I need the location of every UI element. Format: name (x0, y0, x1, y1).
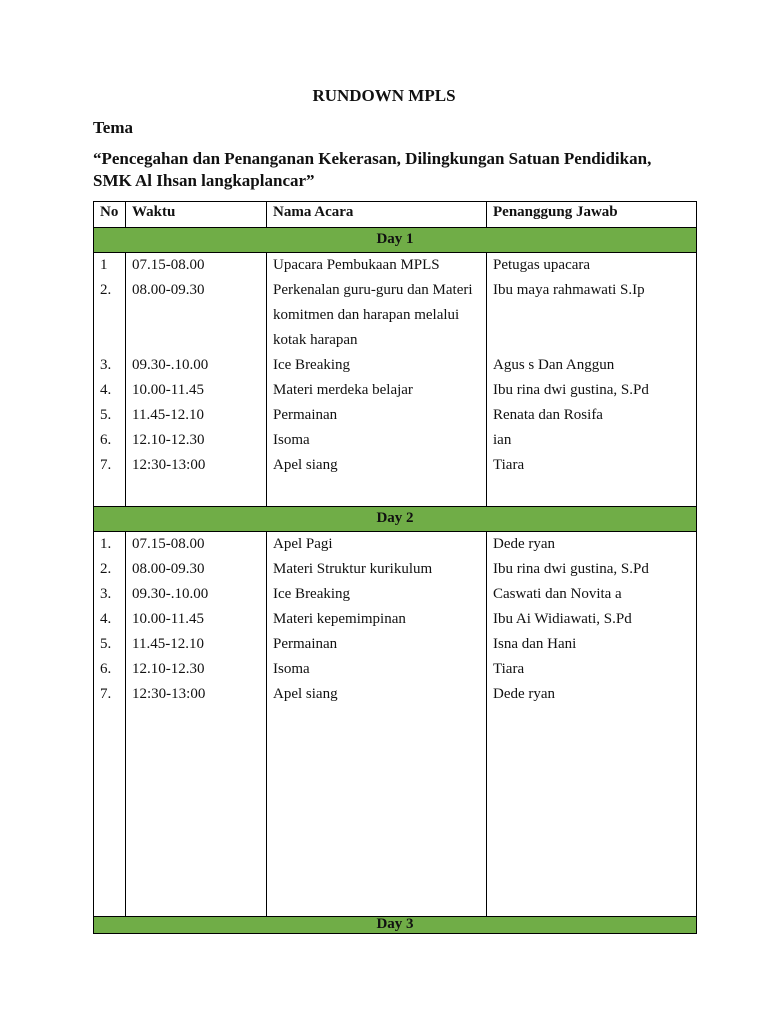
cell-acara: Apel siang (267, 682, 487, 707)
cell-pj: Tiara (487, 657, 697, 682)
cell-no: 1 (94, 253, 126, 279)
table-row (94, 403, 697, 428)
cell-no: 6. (94, 657, 126, 682)
cell-no: 1. (94, 531, 126, 557)
cell-pj: Ibu Ai Widiawati, S.Pd (487, 607, 697, 632)
cell-waktu: 12:30-13:00 (126, 453, 267, 478)
cell-pj: Dede ryan (487, 682, 697, 707)
theme-text: “Pencegahan dan Penanganan Kekerasan, Dilingkungan Satuan Pendidikan, SMK Al Ihsan langkaplancar” (93, 149, 652, 190)
table-row (94, 632, 697, 657)
header-penanggung-jawab: Penanggung Jawab (487, 202, 697, 228)
cell-pj: Caswati dan Novita a (487, 582, 697, 607)
cell-waktu: 12:30-13:00 (126, 682, 267, 707)
day-1-label: Day 1 (94, 228, 697, 253)
cell-no: 4. (94, 378, 126, 403)
table-row (94, 682, 697, 707)
cell-waktu: 12.10-12.30 (126, 428, 267, 453)
cell-pj: Ibu maya rahmawati S.Ip (487, 278, 697, 353)
cell-no: 6. (94, 428, 126, 453)
table-row (94, 453, 697, 478)
table-row (94, 557, 697, 582)
cell-acara: Ice Breaking (267, 353, 487, 378)
cell-acara: Materi merdeka belajar (267, 378, 487, 403)
cell-waktu: 11.45-12.10 (126, 632, 267, 657)
table-row (94, 253, 697, 279)
cell-acara: Materi kepemimpinan (267, 607, 487, 632)
cell-waktu: 09.30-.10.00 (126, 582, 267, 607)
cell-waktu: 10.00-11.45 (126, 378, 267, 403)
table-row (94, 531, 697, 557)
cell-pj: Agus s Dan Anggun (487, 353, 697, 378)
header-waktu: Waktu (126, 202, 267, 228)
cell-waktu: 08.00-09.30 (126, 278, 267, 353)
day-2-label: Day 2 (94, 506, 697, 531)
table-row (94, 607, 697, 632)
day-2-row (94, 506, 697, 531)
cell-pj: Petugas upacara (487, 253, 697, 279)
cell-no: 7. (94, 682, 126, 707)
cell-no: 2. (94, 557, 126, 582)
spacer-row (94, 478, 697, 506)
cell-waktu: 12.10-12.30 (126, 657, 267, 682)
rundown-table (93, 201, 697, 934)
table-row (94, 657, 697, 682)
table-row (94, 278, 697, 353)
cell-pj: Renata dan Rosifa (487, 403, 697, 428)
cell-waktu: 11.45-12.10 (126, 403, 267, 428)
cell-pj: Tiara (487, 453, 697, 478)
cell-waktu: 07.15-08.00 (126, 531, 267, 557)
table-row (94, 353, 697, 378)
header-nama-acara: Nama Acara (267, 202, 487, 228)
table-row (94, 428, 697, 453)
day-3-row (94, 917, 697, 934)
spacer-row (94, 707, 697, 917)
cell-acara: Apel Pagi (267, 531, 487, 557)
cell-waktu: 10.00-11.45 (126, 607, 267, 632)
cell-waktu: 08.00-09.30 (126, 557, 267, 582)
cell-pj: ian (487, 428, 697, 453)
header-no: No (94, 202, 126, 228)
cell-no: 5. (94, 403, 126, 428)
day-1-row (94, 228, 697, 253)
cell-no: 3. (94, 353, 126, 378)
cell-pj: Isna dan Hani (487, 632, 697, 657)
cell-pj: Ibu rina dwi gustina, S.Pd (487, 378, 697, 403)
cell-acara: Materi Struktur kurikulum (267, 557, 487, 582)
cell-acara: Ice Breaking (267, 582, 487, 607)
cell-no: 3. (94, 582, 126, 607)
cell-no: 4. (94, 607, 126, 632)
cell-waktu: 07.15-08.00 (126, 253, 267, 279)
cell-no: 5. (94, 632, 126, 657)
cell-pj: Dede ryan (487, 531, 697, 557)
table-row (94, 582, 697, 607)
cell-no: 2. (94, 278, 126, 353)
cell-acara: Isoma (267, 657, 487, 682)
cell-acara: Isoma (267, 428, 487, 453)
cell-waktu: 09.30-.10.00 (126, 353, 267, 378)
document-title: RUNDOWN MPLS (312, 86, 456, 105)
cell-acara: Upacara Pembukaan MPLS (267, 253, 487, 279)
header-row (94, 202, 697, 228)
cell-no: 7. (94, 453, 126, 478)
cell-acara: Apel siang (267, 453, 487, 478)
cell-acara: Permainan (267, 403, 487, 428)
day-3-label: Day 3 (94, 917, 697, 934)
tema-label: Tema (93, 118, 133, 137)
cell-acara: Perkenalan guru-guru dan Materi komitmen dan harapan melalui kotak harapan (267, 278, 487, 353)
cell-pj: Ibu rina dwi gustina, S.Pd (487, 557, 697, 582)
cell-acara: Permainan (267, 632, 487, 657)
table-row (94, 378, 697, 403)
